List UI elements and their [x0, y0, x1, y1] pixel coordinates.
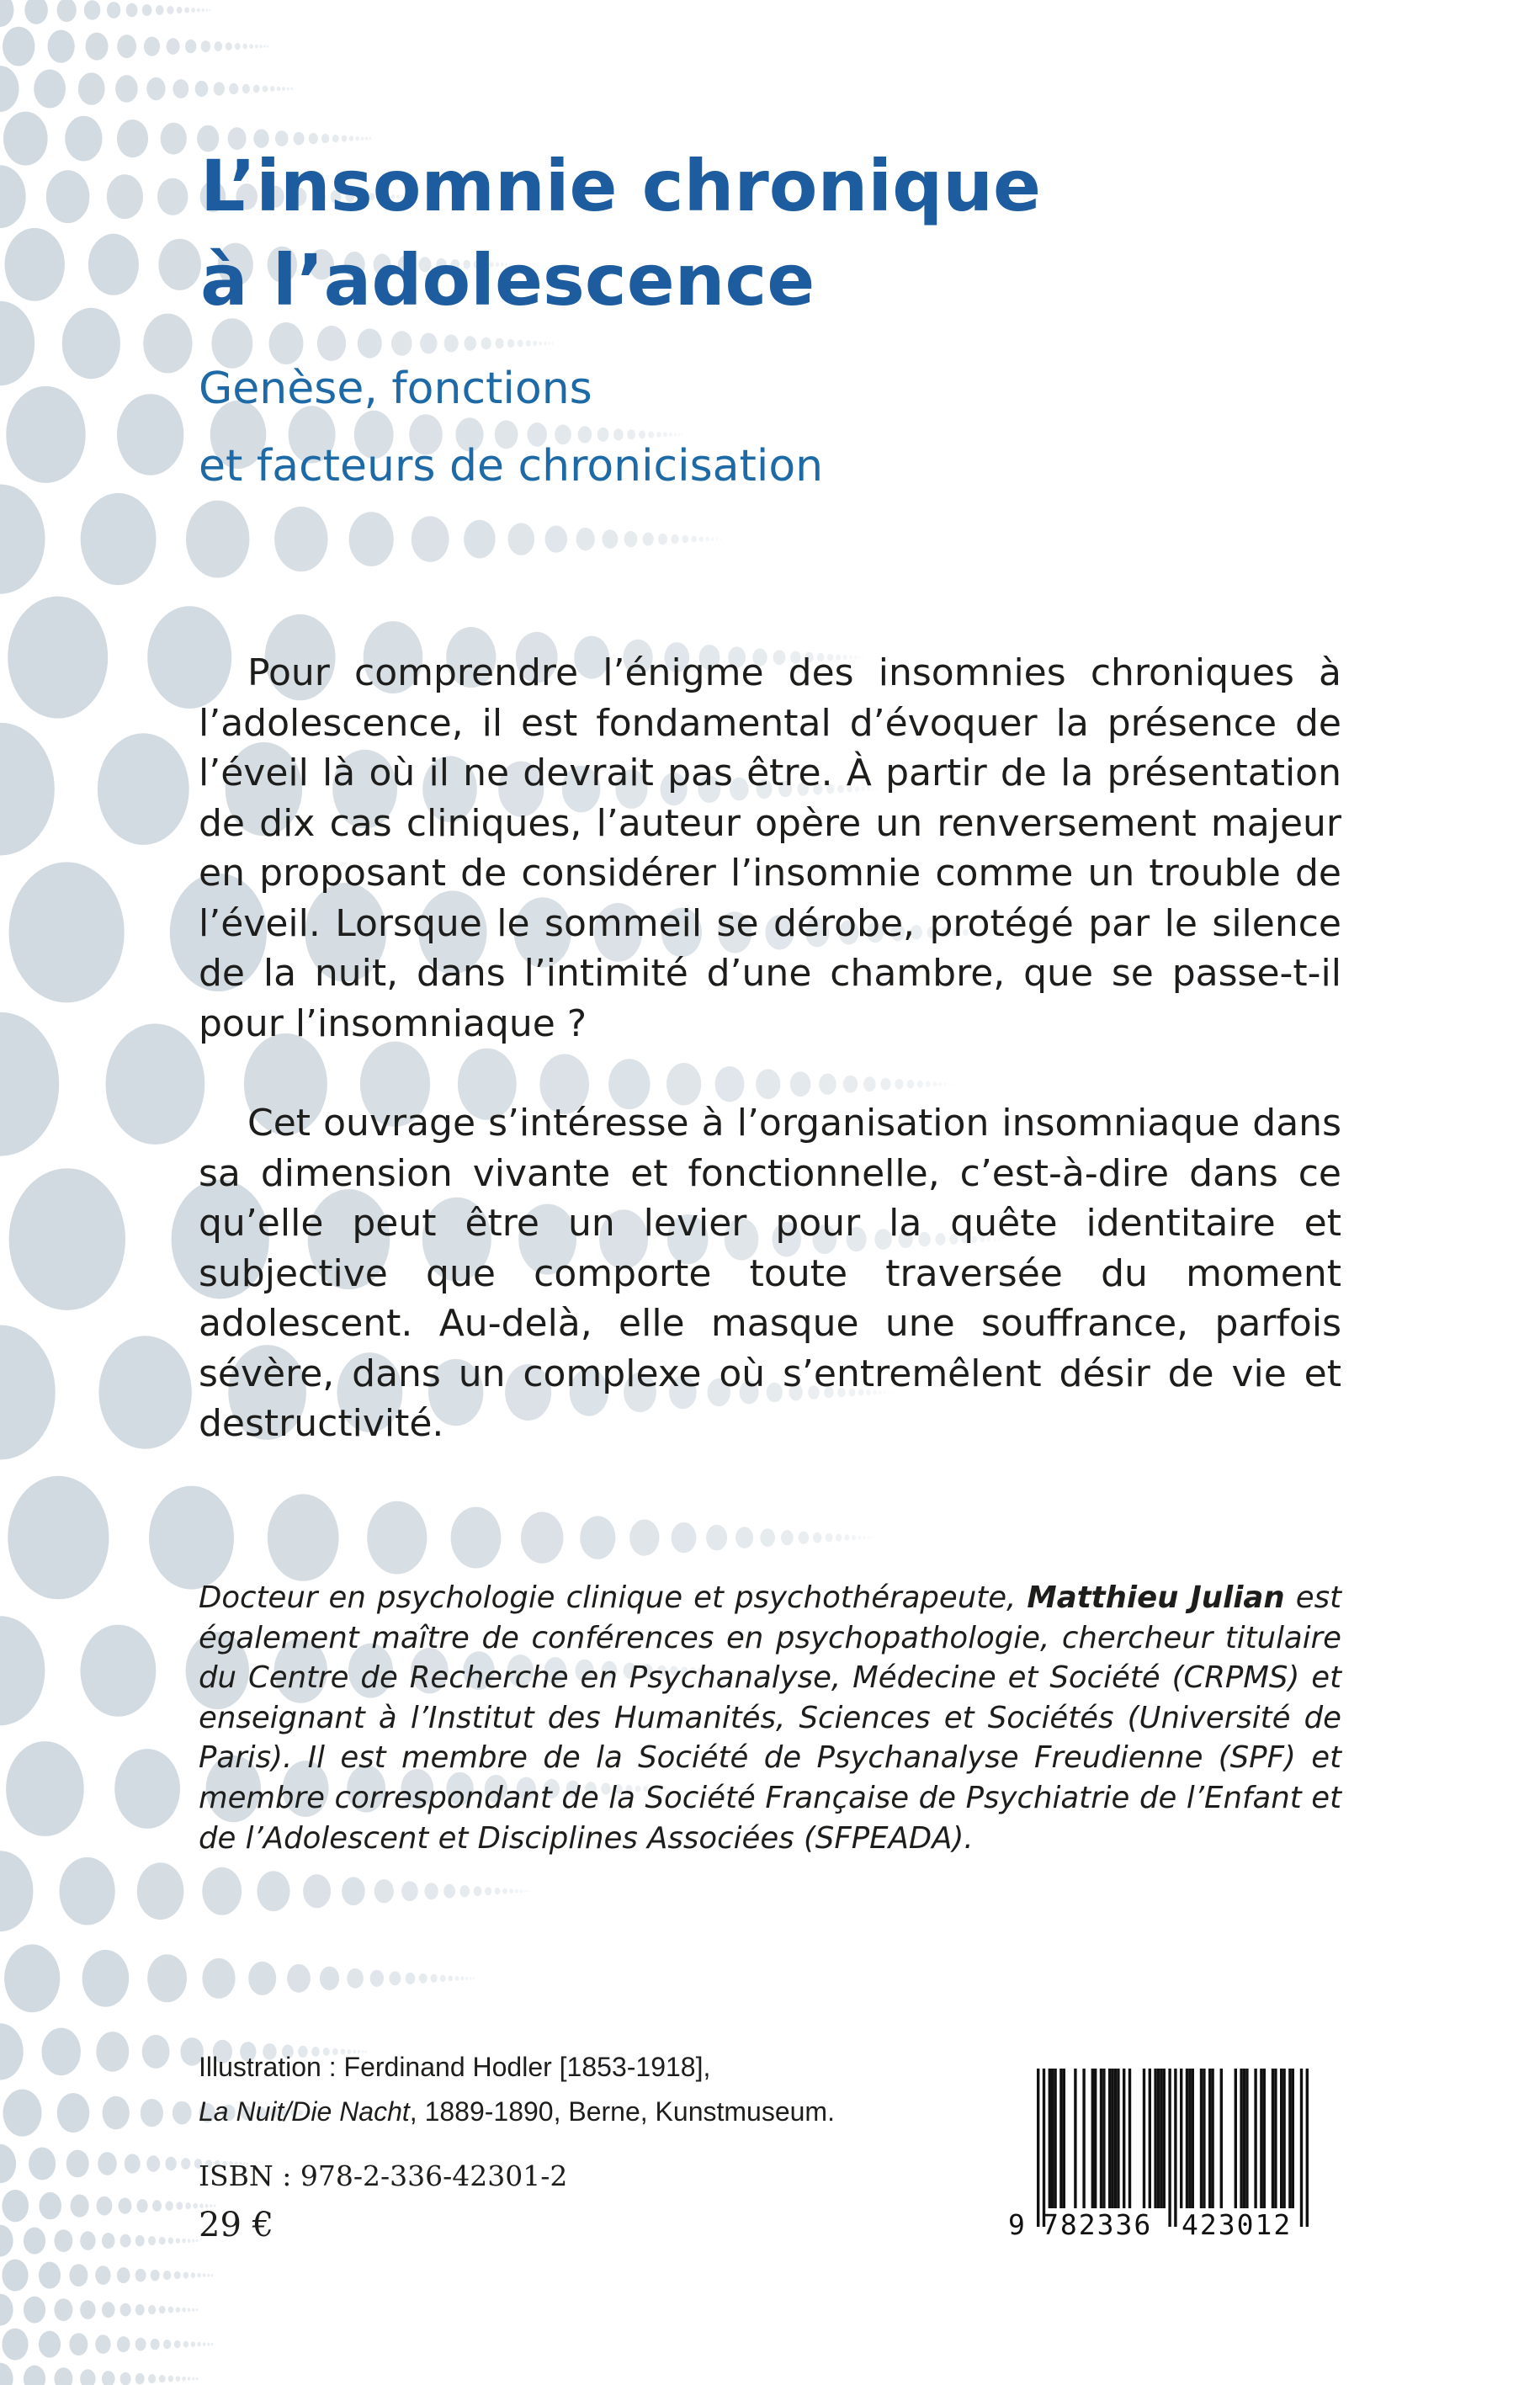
book-subtitle-line-1: Genèse, fonctions: [199, 364, 592, 414]
barcode-bar: [1043, 2069, 1045, 2227]
illustration-credit-line-1: Illustration : Ferdinand Hodler [1853-1918],: [199, 2052, 711, 2082]
barcode-bar: [1149, 2069, 1151, 2208]
illustration-credit: [199, 2045, 1040, 2134]
barcode-bar: [1274, 2069, 1277, 2208]
author-bio-intro: Docteur en psychologie clinique et psychothérapeute,: [199, 1580, 1017, 1615]
barcode-bar: [1108, 2069, 1111, 2208]
book-title-line-2: à l’adolescence: [200, 239, 815, 321]
barcode-bar: [1306, 2069, 1309, 2227]
barcode-bar: [1260, 2069, 1262, 2208]
barcode-bar: [1154, 2069, 1156, 2208]
barcode-bar: [1037, 2069, 1039, 2227]
barcode-left-group: 782336: [1042, 2208, 1153, 2241]
artwork-details: , 1889-1890, Berne, Kunstmuseum.: [409, 2096, 835, 2127]
barcode-bar: [1082, 2069, 1085, 2208]
barcode-bar: [1054, 2069, 1056, 2208]
barcode-bar: [1292, 2069, 1294, 2208]
barcode-bar: [1243, 2069, 1245, 2208]
author-name: Matthieu Julian: [1027, 1580, 1285, 1615]
author-bio: [199, 1578, 1341, 1858]
barcode-bar: [1074, 2069, 1076, 2208]
barcode-bar: [1160, 2069, 1162, 2208]
barcode-bar: [1300, 2069, 1303, 2227]
barcode-bar: [1240, 2069, 1242, 2208]
barcode-bar: [1200, 2069, 1203, 2208]
barcode-bar: [1180, 2069, 1182, 2208]
barcode-bar: [1128, 2069, 1131, 2208]
barcode-bar: [1192, 2069, 1194, 2208]
barcode-bar: [1203, 2069, 1205, 2208]
barcode-bar: [1208, 2069, 1211, 2208]
barcode-bar: [1235, 2069, 1237, 2208]
barcode-bar: [1174, 2069, 1176, 2227]
barcode-bar: [1282, 2069, 1285, 2208]
barcode-bar: [1059, 2069, 1062, 2208]
barcode-bar: [1188, 2069, 1191, 2208]
author-bio-rest: est également maître de conférences en psychopathologie, chercheur titulaire du Centre de Recherche en Psychanalyse, Médecine et Société (CRPMS) et enseignant à l’Institut des Humanités, Sciences et Sociétés (Université de Paris). Il est membre de la Société de Psychanalyse Freudienne (SPF) et membre correspondant de la Société Française de Psychiatrie de l’Enfant et de l’Adolescent et Disciplines Associées (SFPEADA).: [199, 1580, 1341, 1856]
barcode-bar: [1100, 2069, 1102, 2208]
book-title: [200, 139, 1378, 327]
blurb-paragraph-1: Pour comprendre l’énigme des insomnies chroniques à l’adolescence, il est fondamental d’évoquer la présence de l’éveil là où il ne devrait pas être. À partir de la présentation de dix cas cliniques, l’auteur opère un renversement majeur en proposant de considérer l’insomnie comme un trouble de l’éveil. Lorsque le sommeil se dérobe, protégé par le silence de la nuit, dans l’intimité d’une chambre, que se passe-t-il pour l’insomniaque ?: [199, 651, 1341, 1045]
barcode-bar: [1168, 2069, 1171, 2227]
barcode-bar: [1288, 2069, 1291, 2208]
barcode-digits: [1003, 2208, 1323, 2242]
barcode-bar: [1245, 2069, 1248, 2208]
barcode-bar: [1272, 2069, 1274, 2208]
barcode-bar: [1254, 2069, 1256, 2208]
barcode-bar: [1186, 2069, 1188, 2208]
barcode-bar: [1102, 2069, 1105, 2208]
barcode-bar: [1111, 2069, 1113, 2208]
price: 29 €: [199, 2206, 274, 2244]
artwork-title: La Nuit/Die Nacht: [199, 2096, 410, 2127]
isbn: ISBN : 978-2-336-42301-2: [199, 2159, 568, 2192]
ean-barcode: [1003, 2062, 1323, 2244]
barcode-bar: [1163, 2069, 1166, 2208]
back-cover-blurb: [199, 648, 1341, 1449]
book-title-line-1: L’insomnie chronique: [200, 145, 1041, 227]
barcode-bar: [1157, 2069, 1160, 2208]
barcode-bar: [1114, 2069, 1117, 2208]
barcode-right-group: 423012: [1182, 2208, 1293, 2241]
book-subtitle: [199, 350, 1377, 505]
barcode-bar: [1051, 2069, 1054, 2208]
barcode-lead-digit: 9: [1008, 2208, 1025, 2241]
barcode-bar: [1094, 2069, 1097, 2208]
barcode-bar: [1117, 2069, 1119, 2208]
barcode-bar: [1049, 2069, 1051, 2208]
barcode-bar: [1091, 2069, 1094, 2208]
illustration-credit-line-2: [199, 2090, 1040, 2134]
blurb-paragraph-2: Cet ouvrage s’intéresse à l’organisation insomniaque dans sa dimension vivante et fonctionnelle, c’est-à-dire dans ce qu’elle peut être un levier pour la quête identitaire et subjective que comporte toute traversée du moment adolescent. Au-delà, elle masque une souffrance, parfois sévère, dans un complexe où s’entremêlent désir de vie et destructivité.: [199, 1102, 1341, 1445]
barcode-bar: [1211, 2069, 1213, 2208]
barcode-bar: [1063, 2069, 1065, 2208]
barcode-bar: [1280, 2069, 1282, 2208]
barcode-bar: [1263, 2069, 1266, 2208]
barcode-bar: [1220, 2069, 1223, 2208]
book-subtitle-line-2: et facteurs de chronicisation: [199, 441, 824, 491]
barcode-bar: [1123, 2069, 1125, 2208]
barcode-bar: [1143, 2069, 1145, 2208]
